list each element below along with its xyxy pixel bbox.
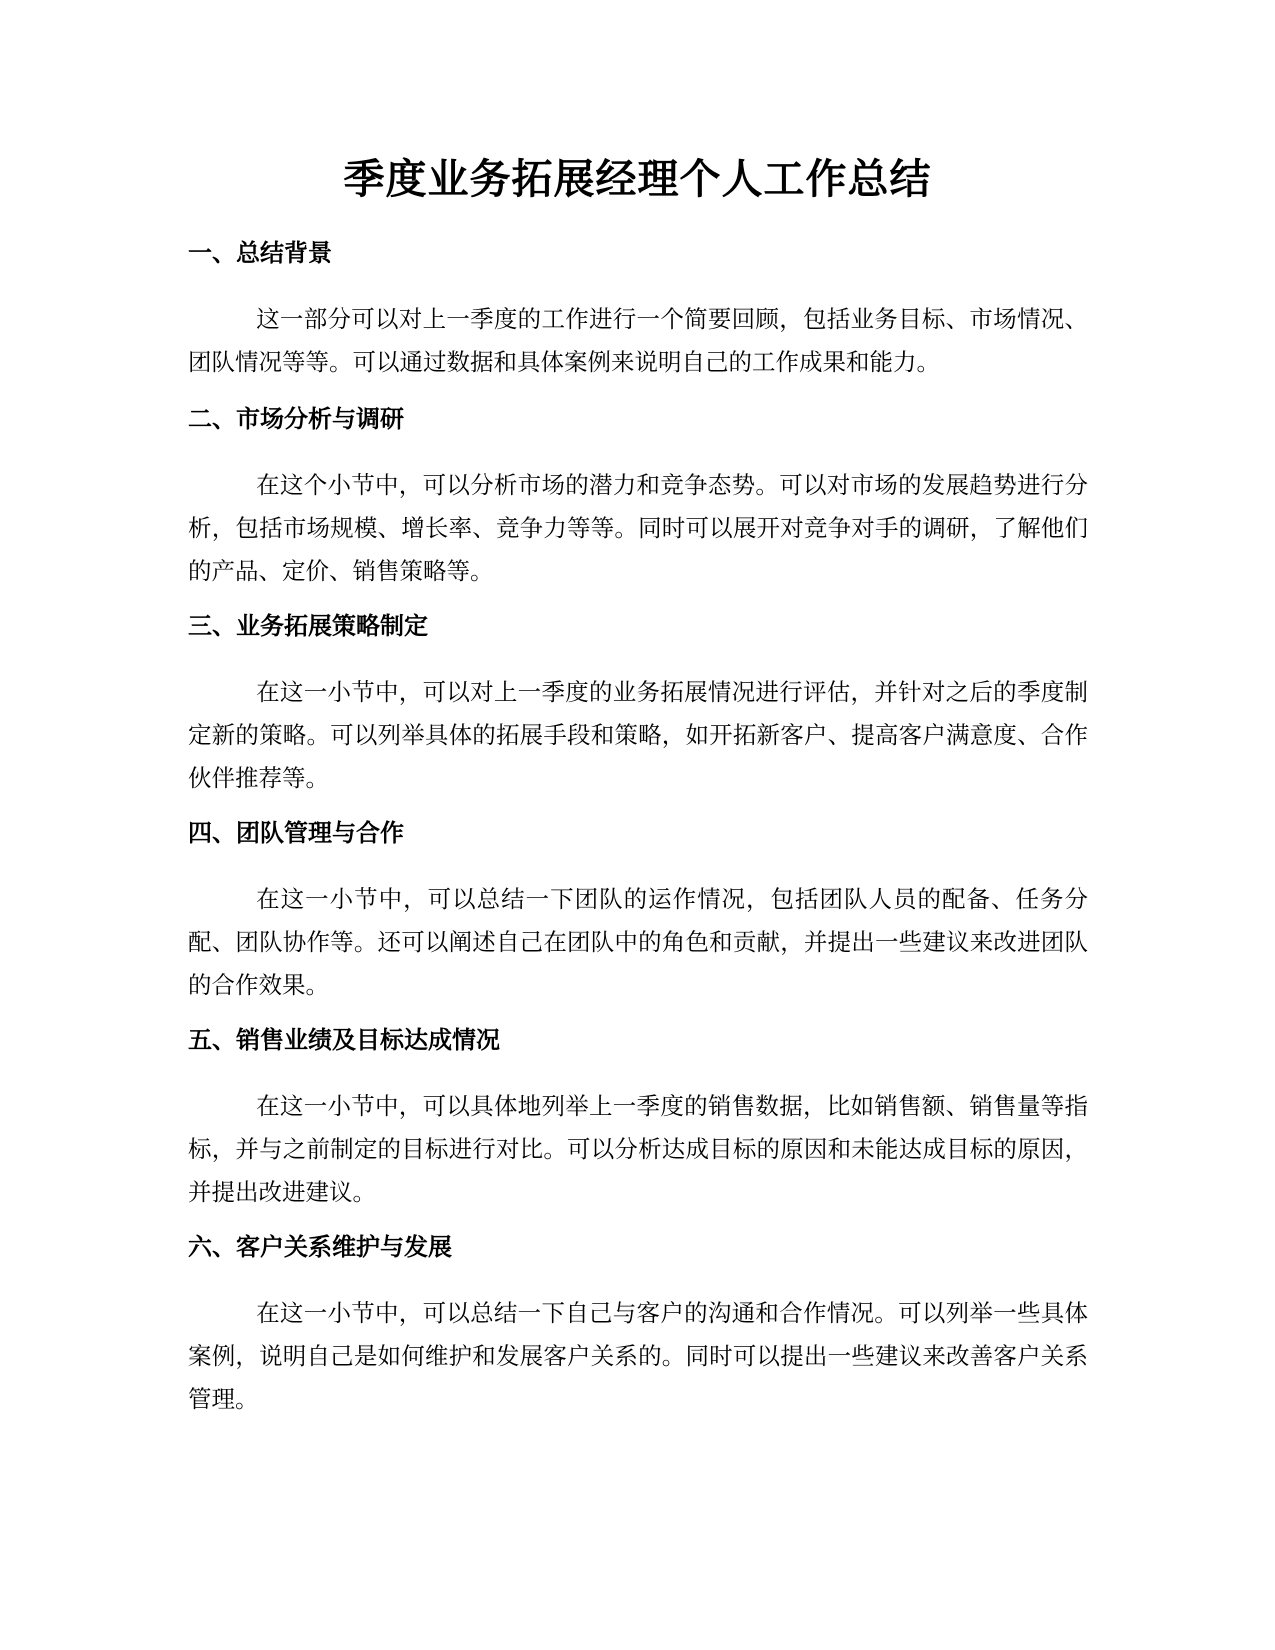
section-expansion-strategy [188, 609, 1088, 800]
section-customer-relations [188, 1230, 1088, 1421]
document-title: 季度业务拓展经理个人工作总结 [343, 155, 932, 203]
section-body: 这一部分可以对上一季度的工作进行一个简要回顾，包括业务目标、市场情况、团队情况等等。可以通过数据和具体案例来说明自己的工作成果和能力。 [188, 305, 1088, 376]
section-body: 在这一小节中，可以总结一下自己与客户的沟通和合作情况。可以列举一些具体案例，说明自己是如何维护和发展客户关系的。同时可以提出一些建议来改善客户关系管理。 [188, 1299, 1088, 1413]
section-heading: 二、市场分析与调研 [188, 405, 404, 433]
section-sales-performance [188, 1023, 1088, 1214]
section-team-management [188, 816, 1088, 1007]
section-market-analysis [188, 402, 1088, 593]
section-body: 在这个小节中，可以分析市场的潜力和竞争态势。可以对市场的发展趋势进行分析，包括市场规模、增长率、竞争力等等。同时可以展开对竞争对手的调研，了解他们的产品、定价、销售策略等。 [188, 471, 1088, 585]
section-heading: 四、团队管理与合作 [188, 819, 404, 847]
section-heading: 一、总结背景 [188, 239, 332, 267]
section-heading: 三、业务拓展策略制定 [188, 612, 428, 640]
section-body: 在这一小节中，可以具体地列举上一季度的销售数据，比如销售额、销售量等指标，并与之前制定的目标进行对比。可以分析达成目标的原因和未能达成目标的原因，并提出改进建议。 [188, 1092, 1088, 1206]
section-heading: 六、客户关系维护与发展 [188, 1233, 452, 1261]
section-body: 在这一小节中，可以总结一下团队的运作情况，包括团队人员的配备、任务分配、团队协作等。还可以阐述自己在团队中的角色和贡献，并提出一些建议来改进团队的合作效果。 [188, 885, 1088, 999]
section-summary-background [188, 236, 1088, 384]
section-body: 在这一小节中，可以对上一季度的业务拓展情况进行评估，并针对之后的季度制定新的策略。可以列举具体的拓展手段和策略，如开拓新客户、提高客户满意度、合作伙伴推荐等。 [188, 678, 1088, 792]
section-heading: 五、销售业绩及目标达成情况 [188, 1026, 500, 1054]
